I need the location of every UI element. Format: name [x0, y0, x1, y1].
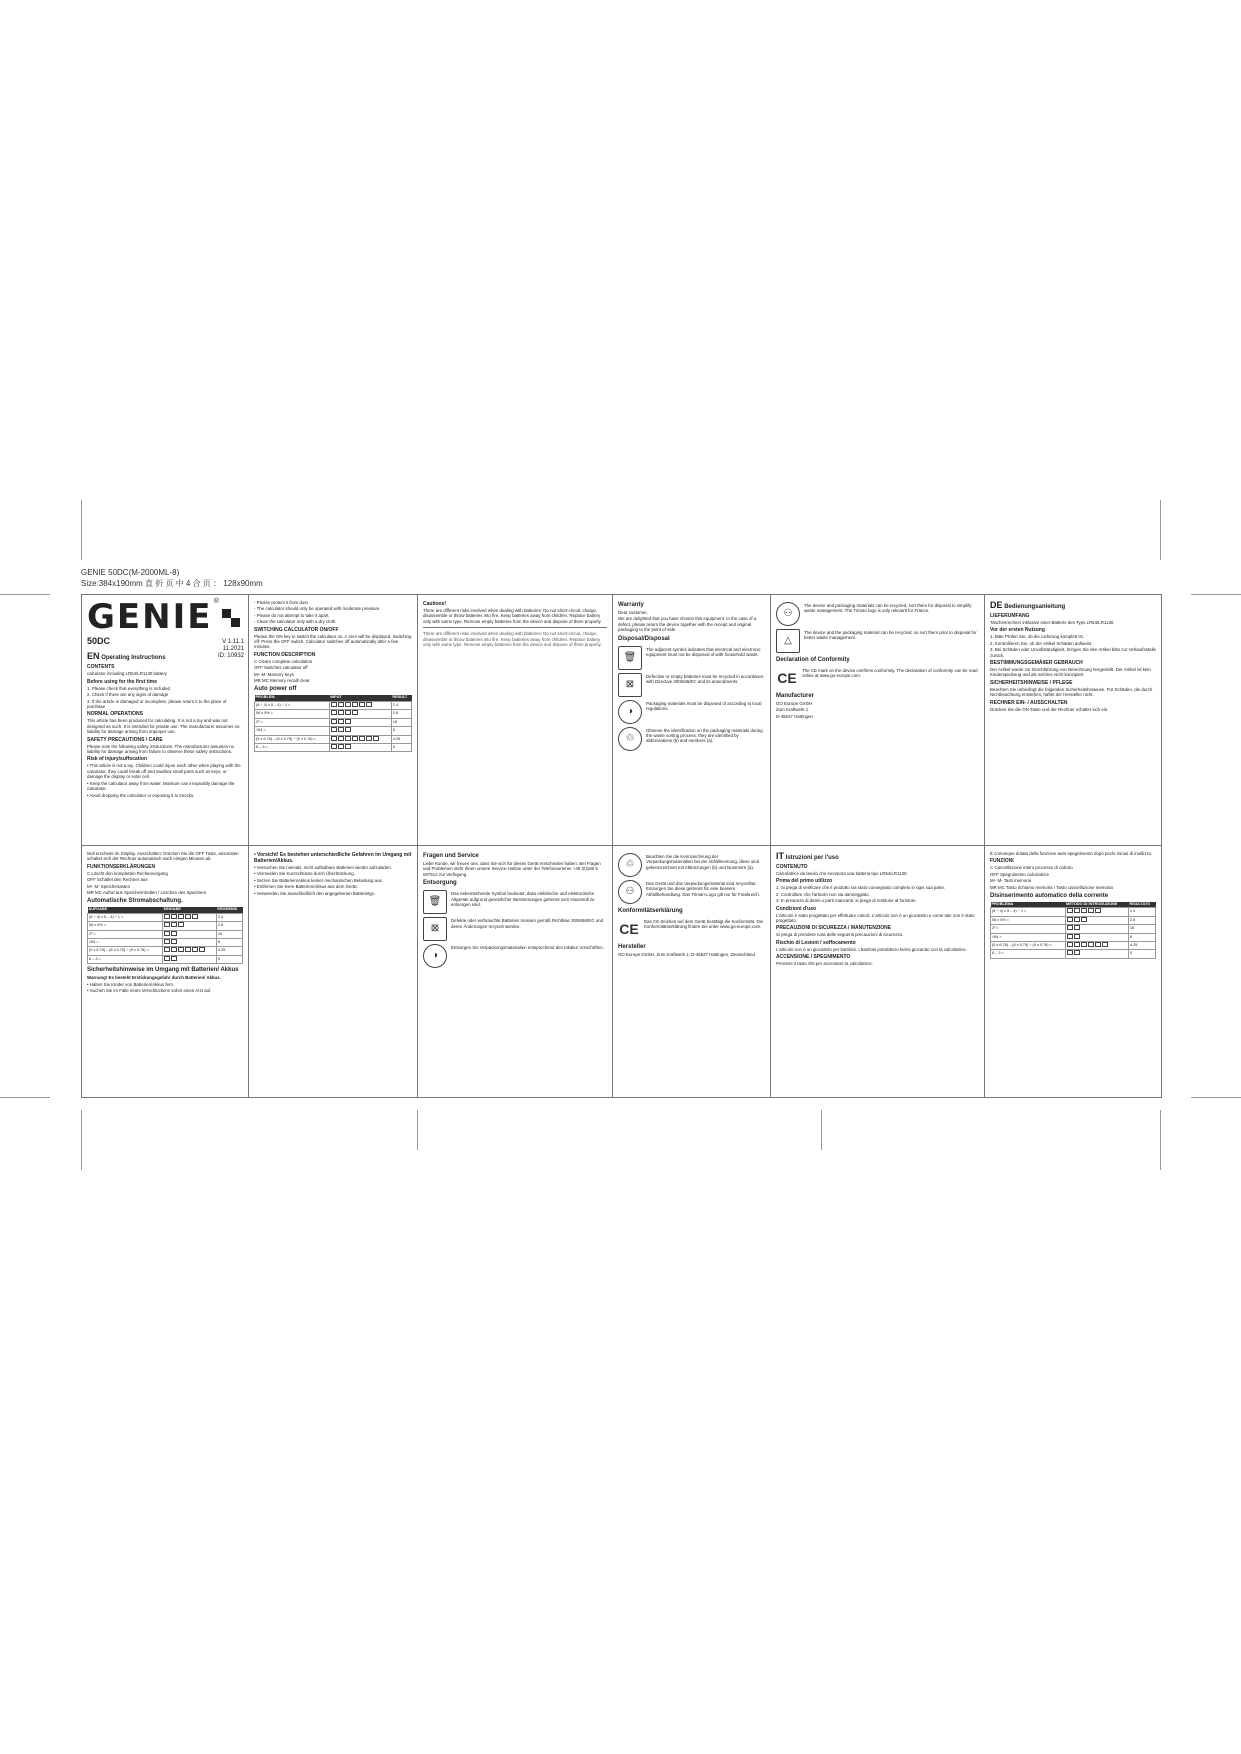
table-header: ERGEBNIS: [216, 907, 242, 913]
ce-heading: Declaration of Conformity: [776, 657, 850, 663]
de-func-3: M+ M- Speichertasten: [87, 883, 131, 889]
spec-line-1: GENIE 50DC(M-2000ML-8): [81, 568, 180, 577]
de-batt-note-3: • Setzen Sie Batterien/Akkus keiner mechanischen Belastung aus.: [254, 877, 383, 883]
ce-text: The CE mark on the device confirms conformity. The declaration of conformity can be read online at www.go-europe.com.: [802, 668, 978, 679]
en-contents: calculator including LR54/LR1130 battery: [87, 671, 167, 677]
de-func-4: MR MC Aufruf aus Speicherinhalten / Löschen des Speichers: [87, 890, 207, 896]
de-best-heading: BESTIMMUNGSGEMÄßER GEBRAUCH: [990, 660, 1083, 667]
manufacturer-2: Zum Kraftwerk 1: [776, 707, 809, 713]
triman-icon: ⚇: [618, 880, 642, 904]
de-fragen-heading: Fragen und Service: [423, 853, 479, 859]
de-sich-heading: SICHERHEITSHINWEISE / PFLEGE: [990, 679, 1073, 686]
ce-mark-icon: CE: [619, 921, 639, 937]
en-care-4: - Clean the calculator only with a dry cloth.: [254, 619, 337, 625]
table-row: (8 ÷ 4) x 5 – 4) ÷ 1 = 2.4: [255, 701, 412, 709]
table-header: METODO DI INTRODUZIONE: [1065, 902, 1128, 908]
de-func-1: C Löscht den kompletten Rechenvorgang: [87, 870, 168, 876]
recycling-note-1: The device and packaging materials can be recycled, sort them for disposal to simplify waste management. The Triman logo is only relevant for France.: [804, 603, 972, 614]
de-auto-heading: Automatische Stromabschaltung.: [87, 898, 183, 905]
en-before-3: 3. If the article is damaged or incomplete, please return it to the place of purchase: [87, 698, 227, 710]
warranty-column: [613, 595, 771, 845]
de-lief: Taschenrechner inklusive einer Batterie des Typs LR54/LR1130.: [990, 620, 1115, 625]
table-header: RESULT: [391, 695, 411, 701]
table-row: √64 = 8: [991, 933, 1156, 941]
en-before-1: 1. Please check that everything is included: [87, 685, 170, 691]
de-konformitaet-column: [613, 846, 771, 1097]
triman-icon: ⚇: [776, 602, 800, 626]
battery-bin-icon: ⊠: [618, 673, 642, 697]
it-prima-1: 1. Si prega di verificare che il prodotto sia stato consegnato completo in ogni sua parte.: [776, 885, 946, 891]
crop-mark: [0, 1097, 50, 1098]
de-herst: GO Europe GmbH, Zum Kraftwerk 1, D-45527 Hattingen, Deutschland: [618, 952, 755, 957]
de-kennz-2: Das Gerät und das Verpackungsmaterial sind recycelbar. Entsorgen Sie diese getrennt für eine bessere Abfallbehandlung. Das Triman-Logo gilt nur für Frankreich.: [646, 881, 760, 897]
table-row: (5 x 6.78) – (8 x 0.75) ÷ (9 x 0.78) = 4.25: [88, 947, 243, 955]
table-row: 56 x 5% = 2.8: [991, 916, 1156, 924]
en-auto-heading: Auto power off: [254, 686, 297, 693]
recycle-info-icon: △: [776, 629, 800, 653]
en-column-2: [249, 595, 418, 845]
it-acc: Premere il tasto ON per accendere la calcolatrice.: [776, 961, 873, 967]
crop-mark: [1160, 500, 1161, 560]
crop-mark: [1191, 594, 1241, 595]
it-cont-heading: CONTENUTO: [776, 864, 808, 870]
de-func-2: OFF Schaltet den Rechner aus: [87, 877, 148, 883]
en-switch-heading: SWITCHING CALCULATOR ON/OFF: [254, 626, 339, 633]
crop-mark: [821, 1110, 822, 1150]
de-batt-heading: Sicherheitshinweise im Umgang mit Batterien/ Akkus: [87, 967, 239, 974]
de-column-2: [82, 846, 249, 1097]
it-auto-heading: Disinserimento automatico della corrente: [990, 893, 1109, 900]
table-row: √64 = 8: [88, 939, 243, 947]
sheet-row-front: [82, 595, 1161, 846]
table-row: 56 x 5% = 2.8: [255, 710, 412, 718]
de-batt-note-4: • Entfernen Sie leere Batterien/Akkus aus dem Gerät.: [254, 884, 358, 890]
crop-mark: [1160, 1110, 1161, 1170]
de-entsorgung-1: Das nebenstehende Symbol bedeutet, dass elektrische und elektronische Altgeräte aufgrund gesetzlicher Bestimmungen getrennt vom Hausmüll zu entsorgen sind.: [451, 891, 595, 908]
it-column-2: [985, 846, 1161, 1097]
doc-id: ID: 10932: [217, 653, 244, 659]
table-row: 8 – 3 = 5: [991, 950, 1156, 958]
de-batt-note-2: • Vermeiden Sie Kurzschlüsse durch Überbrückung.: [254, 871, 355, 877]
manufacturer-1: GO Europe GmbH: [776, 701, 813, 706]
en-contents-heading: CONTENTS: [87, 664, 115, 671]
battery-bin-icon: ⊠: [423, 917, 447, 941]
it-title: IT Istruzioni per l'uso: [776, 851, 839, 861]
table-row: (8 ÷ 4) x 5 – 4) ÷ 1 = 2.4: [88, 913, 243, 921]
crop-mark: [1191, 1097, 1241, 1098]
en-risk-1: • This article is not a toy. Children could injure each other when playing with the calculator, they could break off and swallow small parts such as keys, or damage the display or solar cell.: [87, 763, 241, 780]
table-row: 8 – 3 = 5: [88, 955, 243, 963]
it-funz-3: M+ M- Tasti memoria: [990, 878, 1032, 884]
disposal-2: Defective or empty batteries must be recycled in accordance with Directive 2006/66/EC and its amendments.: [646, 673, 764, 685]
it-cond: L'articolo è stato progettato per effettuare calcoli. L'articolo non è un giocattolo e come tale non è stato progettato.: [776, 912, 975, 924]
it-funz-1: C Cancellazione intero processo di calcolo: [990, 865, 1073, 871]
de-entsorgung-3: Entsorgen Sie Verpackungsmaterialien entsprechend den lokalen Vorschriften.: [451, 945, 604, 951]
caution-heading: Cautions!: [423, 601, 447, 607]
ce-mark-icon: CE: [777, 670, 797, 686]
en-risk-2: • Keep the calculator away from water. Moisture can irreparably damage the calculator.: [87, 780, 235, 792]
version-date: 11.2021: [222, 646, 244, 652]
en-risk-heading: Risk of injury/suffocation: [87, 756, 148, 763]
caution-column: [418, 595, 613, 845]
crop-mark: [81, 1110, 82, 1170]
en-normal-heading: NORMAL OPERATIONS: [87, 711, 143, 718]
it-cond-heading: Condizioni d'uso: [776, 905, 817, 912]
logo-squares-icon: [222, 609, 240, 627]
en-switch: Please the ON key to switch the calculator on. A zero will be displayed. Switching off: Press the OFF switch. Calculator switches off automatically after a few minutes.: [254, 633, 412, 650]
de-batt-2: • Halten Sie Kinder von Batterien/Akkus fern.: [87, 981, 175, 987]
en-func-2: OFF Switches calculator off: [254, 665, 308, 671]
print-spec-header: [81, 567, 263, 589]
en-func-3: M+ M- Memory keys: [254, 671, 294, 677]
en-column-1: [82, 595, 249, 845]
en-safety-heading: SAFETY PRECAUTIONS / CARE: [87, 736, 163, 743]
model-number: 50DC: [87, 636, 111, 646]
en-care-2: - The calculator should only be operated with moderate pressure.: [254, 606, 381, 612]
de-batt-1: Warnung! Es besteht Erstickungsgefahr durch Batterien/ Akkus.: [87, 975, 221, 981]
caution-text-repeat: There are different risks involved when dealing with batteries: Do not short-circuit, charge, disassemble or throw batteries into fire. Keep batteries away from children. Replace battery only with same type. Remove empty batteries from the device and dispose of them properly.: [423, 631, 602, 648]
de-batt-warning: • Vorsicht! Es bestehen unterschiedliche Gefahren im Umgang mit Batterien/Akkus.: [254, 852, 412, 864]
warranty-heading: Warranty: [618, 602, 644, 608]
table-header: RISULTATO: [1128, 902, 1155, 908]
manufacturer-heading: Manufacturer: [776, 693, 815, 699]
it-risch-heading: Rischio di Lesioni / soffocamento: [776, 939, 856, 946]
table-row: 2² = 16: [88, 930, 243, 938]
crop-mark: [417, 1110, 418, 1150]
de-fragen: Liebe Kunde, wir freuen uns, dass Sie sich für dieses Gerät entschieden haben. Bei Fragen und Problemen steht Ihnen unsere Service-Hotline unter der Telefonnummer +49 (0)180 5 007514 zur Verfügung.: [423, 861, 601, 877]
manual-sheet: [81, 594, 1162, 1098]
caution-text: There are different risks involved when dealing with batteries: Do not short-circuit, charge, disassemble or throw batteries into fire. Keep batteries away from children. Replace battery only with same type. Remove empty batteries from the device and dispose of them properly.: [423, 608, 602, 624]
green-dot-icon: ◑: [423, 944, 447, 968]
en-func-1: C Clears complete calculation: [254, 658, 313, 664]
it-prec-heading: PRECAUZIONI DI SICUREZZA / MANUTENZIONE: [776, 925, 892, 932]
warranty-dear: Dear customer,: [618, 610, 648, 615]
de-column-3: [249, 846, 418, 1097]
version-block: [218, 639, 244, 660]
de-vor-heading: Vor der ersten Nutzung: [990, 627, 1045, 634]
en-care-1: - Please protect it from dust: [254, 600, 308, 605]
manufacturer-3: D-45527 Hattingen: [776, 713, 813, 719]
de-batt-note-1: • Versuchen Sie niemals, nicht aufladbare Batterien wieder aufzuladen.: [254, 865, 392, 870]
it-prima-2: 2. Controllare che l'articolo non sia danneggiato.: [776, 891, 870, 897]
disposal-1: The adjacent symbol indicates that electrical and electronic equipment must not be disposed of with household waste.: [646, 646, 761, 658]
de-lief-heading: LIEFERUMFANG: [990, 613, 1030, 619]
de-sich: Beachten Sie unbedingt die folgenden Sicherheitshinweise. Für Schäden, die durch Nichtbeachtung entstehen, haftet der Hersteller nicht.: [990, 686, 1153, 698]
en-before-heading: Before using for the first time: [87, 678, 158, 685]
version: V 1.11.1: [222, 639, 244, 645]
table-header: INPUT: [329, 695, 391, 701]
it-acc-heading: ACCENSIONE / SPEGNIMENTO: [776, 954, 851, 961]
de-entsorgung-2: Defekte oder verbrauchte Batterien müssen gemäß Richtlinie 2006/66/EG und deren Änderungen recycelt werden.: [451, 918, 604, 929]
de-batt-3: • Suchen Sie im Falle eines Verschluckens sofort einen Arzt auf.: [87, 988, 212, 994]
warranty-body: We are delighted that you have chosen this equipment. In the case of a defect, please return the device together with the receipt and original packaging to the point of sale.: [618, 616, 757, 633]
recycling-note-2: The device and the packaging material can be recycled, so sort them prior to disposal for better waste management.: [804, 630, 977, 641]
it-column-1: [771, 846, 985, 1097]
de-vor-2: 2. Kontrollieren Sie, ob der Artikel Schäden aufweist.: [990, 640, 1093, 646]
it-prima-3: 3. In presenza di danni o parti mancanti, si prega di restituire al fornitore.: [776, 898, 917, 904]
recycle-icon: ♲: [618, 853, 642, 877]
table-header: EINGABE: [163, 907, 217, 913]
de-konf: Das CE-Zeichen auf dem Gerät bestätigt die Konformität. Die Konformitätserklärung finden Sie unter www.go-europe.com.: [644, 919, 764, 930]
table-header: AUFGABE: [88, 907, 163, 913]
de-best: Der Artikel wurde zur Durchführung von Berechnung hergestellt. Der Artikel ist kein Kinderspielzeug und als solches nicht konzipiert.: [990, 667, 1151, 678]
it-auto-note: È comunque dotata della funzione auto-spegnimento dopo pochi minuti di inutilizzo.: [990, 851, 1153, 856]
de-off: Drücken Sie die ON-Taste und der Rechner schaltet sich ein.: [990, 706, 1109, 712]
table-row: 8 – 3 = 5: [255, 743, 412, 751]
de-konf-heading: Konformitätserklärung: [618, 908, 683, 914]
table-row: (5 x 6.78) – (8 x 0.75) ÷ (9 x 0.78) = 4.25: [991, 942, 1156, 950]
de-entsorgung-heading: Entsorgung: [423, 880, 457, 887]
recycle-icon: ♲: [618, 727, 642, 751]
de-title: DE Bedienungsanleitung: [990, 600, 1066, 610]
it-funz-2: OFF Spegnimento calcolatrice: [990, 871, 1050, 877]
de-herst-heading: Hersteller: [618, 944, 646, 950]
it-example-table: [990, 902, 1156, 959]
de-display-note: Null erscheint im Display. Ausschalten: Drücken Sie die OFF Taste, ansonsten schaltet sich der Rechner automatisch nach einigen Minuten ab.: [87, 851, 239, 862]
en-safety: Please note the following safety instructions. The manufacturer assumes no liability for damage arising from failure to observe these safety instructions.: [87, 743, 235, 755]
table-row: 2² = 16: [991, 925, 1156, 933]
de-vor-1: 1. Bitte Prüfen Sie, ob die Lieferung komplett ist.: [990, 634, 1084, 640]
crossed-bin-icon: 🗑: [423, 890, 447, 914]
logo-text: GENIE: [87, 597, 213, 637]
it-risch: L'articolo non è un giocattolo per bambini. I bambini potrebbero ferirsi giocando con la calcolatrice.: [776, 946, 967, 952]
crop-mark: [0, 594, 50, 595]
it-cont: Calcolatrice da tavolo che incorpora una batteria tipo LR54/LR1130.: [776, 871, 908, 876]
table-row: √64 = 8: [255, 727, 412, 735]
table-row: (5 x 6.78) – (8 x 0.75) ÷ (9 x 0.78) = 4.25: [255, 735, 412, 743]
de-service-column: [418, 846, 613, 1097]
en-before-2: 2. Check if there are any signs of damage: [87, 692, 169, 698]
en-risk-3: • Avoid dropping the calculator or exposing it to knocks.: [87, 792, 195, 798]
disposal-4: Observe the identification on the packaging materials during the waste sorting process, they are identified by abbreviations (b) and numbers (a).: [646, 727, 763, 744]
table-row: (8 ÷ 4) x 5 – 4) ÷ 1 = 2.4: [991, 908, 1156, 916]
de-column-1: [985, 595, 1161, 845]
en-example-table: [254, 695, 412, 752]
green-dot-icon: ◑: [618, 700, 642, 724]
table-row: 2² = 16: [255, 718, 412, 726]
table-header: PROBLEM: [255, 695, 330, 701]
disposal-3: Packaging materials must be disposed of according to local regulations.: [646, 700, 762, 712]
de-batt-note-5: • Verwenden Sie ausschließlich den angegebenen Batterietyp.: [254, 890, 376, 896]
en-normal: This article has been produced for calculating. It is not a toy and was not designed as such. It is intended for private use. The manufacturer assumes no liability for damage arising from improper use.: [87, 718, 240, 735]
table-row: 56 x 5% = 2.8: [88, 922, 243, 930]
table-header: PROBLEMA: [991, 902, 1066, 908]
it-funz-4: MR MC Tasto richiamo memoria / Tasto cancellazione memoria: [990, 884, 1113, 890]
sheet-row-back: [82, 846, 1161, 1097]
it-prec: Si prega di prendere nota delle seguenti precauzioni di sicurezza.: [776, 932, 904, 938]
en-func-heading: FUNCTION DESCRIPTION: [254, 651, 316, 658]
en-care-3: - Please do not attempt to take it apart.: [254, 612, 330, 618]
spec-line-2: Size:384x190mm 直 折 页 中 4 合 页 ： 128x90mm: [81, 579, 263, 588]
en-title: EN Operating Instructions: [87, 651, 166, 662]
de-off-heading: RECHNER EIN- / AUSSCHALTEN: [990, 699, 1068, 706]
it-prima-heading: Prima del primo utilizzo: [776, 878, 833, 885]
de-vor-3: 3. Bei Schäden oder Unvollständigkeit, bringen Sie den Artikel bitte zur Verkaufsstelle zurück.: [990, 647, 1156, 658]
de-kennz-1: Beachten Sie die Kennzeichnung der Verpackungsmaterialien bei der Abfalltrennung, diese sind gekennzeichnet mit Abkürzungen (b) und Nummern (a).: [646, 854, 760, 870]
brand-logo: [87, 599, 243, 639]
it-funz-heading: FUNZIONI: [990, 858, 1014, 865]
conformity-column: [771, 595, 985, 845]
en-func-4: MR MC Memory recall/ clear: [254, 678, 310, 684]
registered-mark: ®: [213, 598, 219, 605]
crop-mark: [81, 500, 82, 560]
disposal-heading: Disposal/Disposal: [618, 635, 670, 642]
crossed-bin-icon: 🗑: [618, 646, 642, 670]
de-example-table: [87, 907, 243, 964]
de-func-heading: FUNKTIONSERKLÄRUNGEN: [87, 863, 156, 870]
